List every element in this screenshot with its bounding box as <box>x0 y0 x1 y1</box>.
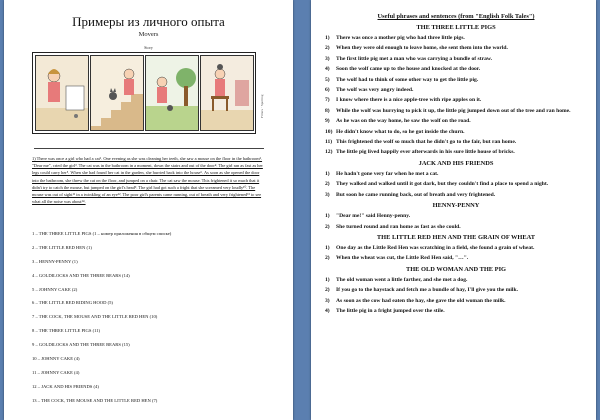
side-label: Fillers · Spelling <box>260 94 264 118</box>
section-heading: THE LITTLE RED HEN AND THE GRAIN OF WHEAT <box>376 233 536 241</box>
comic-panel-scream <box>200 55 254 131</box>
comic-strip-illustration <box>32 52 256 134</box>
story-paragraph: 1) There was once a girl who had a cat¹. One evening as she was cleaning her teeth, she saw a mouse on the floor in the bathroom². "Dear me", cried the girl³. The cat was in the bathroom in a moment, down the stairs and out of the door⁴. The girl ran as fast as her legs could carry her⁵. When she had found her cat in the garden, she hurried back into the house⁶. As soon as she opened the door into the bathroom, she threw the cat on the floor, and jumped on a chair. The cat saw the mouse. This frightened it so much that it didn't try to catch the mouse, but jumped on the girl's head⁹. The girl had got such a fright that she screamed very loudly¹⁰. The mouse was out of sight¹¹ in a twinkling of an eye¹². The poor girl's parents came running, out of breath and very frightened¹³ to see what all the noise was about¹⁴. <box>32 156 263 205</box>
phrases-title: Useful phrases and sentences (from "English Folk Tales") <box>377 13 535 20</box>
sentence-item: 1) "Dear me!" said Henny-penny. <box>325 213 411 220</box>
sentence-item: 3) But soon he came running back, out of breath and very frightened. <box>325 191 496 198</box>
sentence-item: 12) The little pig lived happily ever afterwards in his sure little house of bricks. <box>325 149 515 156</box>
sentence-item: 1) There was once a mother pig who had three little pigs. <box>325 35 465 41</box>
section-heading: JACK AND HIS FRIENDS <box>418 159 494 167</box>
source-list <box>32 227 272 408</box>
phrases-content <box>325 12 587 316</box>
list-item: 1 – THE THREE LITTLE PIGS (1 – номер приложения в общем списке) <box>32 231 172 236</box>
sentence-item: 1) He hadn't gone very far when he met a cat. <box>325 170 439 177</box>
list-item: 4 – GOLDILOCKS AND THE THREE BEARS (14) <box>32 272 130 278</box>
page-title: Примеры из личного опыта <box>72 14 225 29</box>
sentence-item: 1) The old woman went a little farther, and she met a dog. <box>325 276 468 283</box>
sentence-item: 2) She turned round and ran home as fast as she could. <box>325 223 461 230</box>
sentence-item: 4) Soon the wolf came up to the house and knocked at the door. <box>325 66 481 73</box>
sentence-item: 2) They walked and walked until it got dark, but they couldn't find a place to spend a night. <box>325 181 549 188</box>
divider <box>34 148 264 149</box>
comic-panel-cat-stairs <box>90 55 144 131</box>
sentence-item: 7) I know where there is a nice apple-tree with ripe apples on it. <box>325 97 482 104</box>
list-item: 6 – THE LITTLE RED RIDING HOOD (5) <box>32 300 113 306</box>
section-heading: HENNY-PENNY <box>432 202 480 210</box>
sentence-item: 5) The wolf had to think of some other way to get the little pig. <box>325 76 479 83</box>
list-item: 5 – JOHNNY CAKE (2) <box>32 286 78 292</box>
sentence-item: 4) The little pig in a fright jumped over the stile. <box>325 307 445 314</box>
list-item: 9 – GOLDILOCKS AND THE THREE BEARS (15) <box>32 342 130 348</box>
list-item: 8 – THE THREE LITTLE PIGS (11) <box>32 328 101 334</box>
list-item: 11 – JOHNNY CAKE (4) <box>32 369 80 375</box>
list-item: 13 – THE COCK, THE MOUSE AND THE LITTLE RED HEN (7) <box>32 397 158 403</box>
sentence-item: 9) As he was on the way home, he saw the wolf on the road. <box>325 118 471 125</box>
left-page <box>4 0 293 420</box>
list-item: 10 – JOHNNY CAKE (4) <box>32 356 80 362</box>
sentence-item: 1) One day as the Little Red Hen was scratching in a field, she found a grain of wheat. <box>325 244 535 251</box>
comic-panel-garden <box>145 55 199 131</box>
list-item: 12 – JACK AND HIS FRIENDS (4) <box>32 383 99 389</box>
list-item: 3 – HENNY-PENNY (1) <box>32 258 78 264</box>
sentence-item: 10) He didn't know what to do, so he got inside the churn. <box>325 128 465 135</box>
sentence-item: 3) The first little pig met a man who was carrying a bundle of straw. <box>325 55 492 62</box>
sentence-item: 11) This frightened the wolf so much that he didn't go to the fair, but ran home. <box>325 139 517 146</box>
sentence-item: 3) As soon as the cow had eaten the hay, she gave the old woman the milk. <box>325 297 506 304</box>
story-label: Story <box>144 45 153 50</box>
sentence-item: 2) If you go to the haystack and fetch me a bundle of hay, I'll give you the milk. <box>325 287 518 294</box>
sentence-item: 6) The wolf was very angry indeed. <box>325 87 414 94</box>
right-page <box>311 0 596 420</box>
sentence-item: 2) When they were old enough to leave home, she sent them into the world. <box>325 45 508 52</box>
comic-panel-girl-bathroom <box>35 55 89 131</box>
section-heading: THE OLD WOMAN AND THE PIG <box>405 265 507 273</box>
sentence-item: 8) While the wolf was hurrying to pick it up, the little pig jumped down out of the tree and ran home. <box>325 107 571 114</box>
section-heading: THE THREE LITTLE PIGS <box>416 24 496 31</box>
list-item: 2 – THE LITTLE RED HEN (1) <box>32 244 92 250</box>
sentence-item: 2) When the wheat was cut, the Little Red Hen said, "…". <box>325 255 469 262</box>
page-subtitle: Movers <box>138 31 159 38</box>
list-item: 7 – THE COCK, THE MOUSE AND THE LITTLE RED HEN (10) <box>32 314 158 320</box>
